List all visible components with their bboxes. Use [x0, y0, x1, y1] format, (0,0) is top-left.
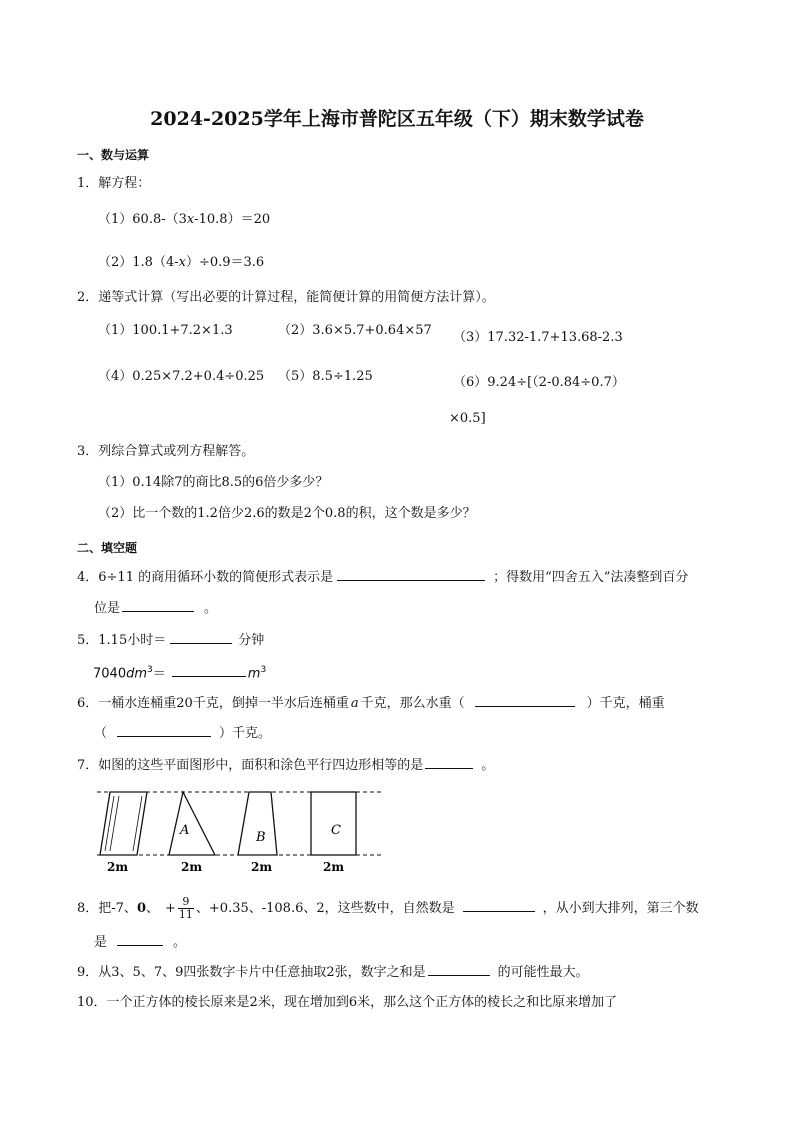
shape-label-c: C — [331, 823, 341, 838]
q9-text-a: 9．从3、5、7、9四张数字卡片中任意抽取2张，数字之和是 — [77, 965, 426, 980]
question-2-item-2: （2）3.6×5.7+0.64×57 — [278, 323, 432, 338]
page-title: 2024-2025学年上海市普陀区五年级（下）期末数学试卷 — [150, 108, 644, 130]
q4-text-c: 位是 — [94, 601, 121, 616]
question-3-part-2: （2）比一个数的1.2倍少2.6的数是2个0.8的积，这个数是多少？ — [98, 506, 476, 521]
question-1-part-2 — [98, 255, 264, 271]
question-5-line-2 — [93, 662, 266, 682]
plus-sign: + — [165, 901, 176, 916]
triangle-a — [169, 792, 215, 855]
q6-text-d: ）千克。 — [219, 726, 272, 741]
section-heading-1: 一、数与运算 — [77, 148, 150, 162]
answer-blank[interactable] — [425, 756, 473, 769]
shapes-figure — [95, 786, 385, 878]
answer-blank[interactable] — [117, 724, 211, 737]
q5-text-a: 5．1.15小时＝ — [77, 633, 167, 648]
answer-blank[interactable] — [463, 899, 535, 912]
question-9 — [77, 963, 589, 981]
answer-blank[interactable] — [170, 631, 232, 644]
equals-sign: ＝ — [152, 666, 166, 682]
question-6-line-1 — [77, 694, 665, 712]
parallelogram-hatch — [133, 796, 142, 851]
q6-text-a: 6．一桶水连桶重20千克，倒掉一半水后连桶重 — [77, 696, 349, 711]
q8-text-e: 。 — [173, 935, 187, 950]
question-5-line-1 — [77, 631, 264, 649]
answer-blank[interactable] — [428, 963, 490, 976]
base-label: 2m — [107, 860, 129, 874]
q8-text-c: ，从小到大排列，第三个数 — [542, 901, 699, 916]
fraction-nine-elevenths — [178, 896, 194, 921]
variable-a: a — [350, 696, 359, 711]
q6-text-b: ）千克，桶重 — [586, 696, 665, 711]
answer-blank[interactable] — [172, 664, 246, 677]
question-2-item-6-cont: ×0.5] — [449, 411, 486, 426]
question-3-part-1: （1）0.14除7的商比8.5的6倍少多少？ — [98, 475, 329, 490]
q6-text-c: （ — [94, 726, 108, 741]
variable-x: x — [178, 255, 186, 270]
shape-label-a: A — [180, 823, 190, 838]
number-zero: 0 — [136, 901, 146, 916]
q9-text-b: 的可能性最大。 — [497, 965, 589, 980]
question-2-stem: 2．递等式计算（写出必要的计算过程，能简便计算的用简便方法计算）。 — [77, 290, 495, 305]
q7-text-a: 7．如图的这些平面图形中，面积和涂色平行四边形相等的是 — [77, 758, 424, 773]
question-2-item-4: （4）0.25×7.2+0.4÷0.25 — [98, 369, 265, 384]
shaded-parallelogram — [100, 792, 147, 855]
q4-text-d: 。 — [204, 601, 218, 616]
question-2-item-3: （3）17.32-1.7+13.68-2.3 — [453, 330, 623, 345]
answer-blank[interactable] — [122, 599, 194, 612]
q8-text-a: 8．把-7、 — [77, 901, 137, 916]
q5-value: 7040 — [93, 666, 127, 682]
q7-text-b: 。 — [481, 758, 495, 773]
question-7-stem — [77, 756, 494, 774]
q4-text-a: 4．6÷11 的商用循环小数的简便形式表示是 — [77, 570, 334, 585]
base-label: 2m — [181, 860, 203, 874]
question-2-item-5: （5）8.5÷1.25 — [278, 369, 373, 384]
fraction-denominator: 11 — [178, 908, 193, 921]
trapezoid-b — [238, 792, 277, 855]
section-heading-2: 二、填空题 — [77, 541, 138, 555]
base-label: 2m — [323, 860, 345, 874]
question-3-stem: 3．列综合算式或列方程解答。 — [77, 444, 255, 459]
answer-blank[interactable] — [337, 568, 485, 581]
parallelogram-hatch — [110, 796, 119, 851]
q1-p2-text-b: ）÷0.9＝3.6 — [185, 255, 265, 270]
unit-exponent: 3 — [260, 665, 267, 675]
q4-text-b: ；得数用“四舍五入”法凑整到百分 — [493, 570, 689, 585]
unit-m: m — [247, 666, 261, 682]
question-4-line-2 — [94, 599, 217, 617]
answer-blank[interactable] — [117, 933, 163, 946]
separator: 、 — [145, 901, 159, 916]
fraction-numerator: 9 — [178, 896, 194, 909]
variable-x: x — [186, 212, 195, 227]
q1-p1-text-a: （1）60.8-（3 — [98, 212, 187, 227]
q8-text-d: 是 — [94, 935, 108, 950]
unit-dm: dm — [126, 666, 148, 682]
shape-label-b: B — [256, 830, 266, 845]
question-1-stem: 1．解方程： — [77, 176, 151, 191]
question-8-line-1 — [77, 896, 699, 921]
question-2-item-6: （6）9.24÷[（2-0.84÷0.7） — [453, 375, 625, 390]
question-2-item-1: （1）100.1+7.2×1.3 — [98, 323, 233, 338]
q1-p1-text-b: -10.8）＝20 — [194, 212, 271, 227]
question-4-line-1 — [77, 568, 688, 586]
question-6-line-2 — [94, 724, 271, 742]
q6-text-a2: 千克，那么水重（ — [360, 696, 465, 711]
q8-text-b: 、+0.35、-108.6、2，这些数中，自然数是 — [195, 901, 455, 916]
unit-exponent: 3 — [147, 665, 153, 675]
question-10: 10．一个正方体的棱长原来是2米，现在增加到6米，那么这个正方体的棱长之和比原来增加了 — [77, 995, 618, 1010]
parallelogram-hatch — [105, 796, 114, 851]
answer-blank[interactable] — [475, 694, 575, 707]
base-label: 2m — [251, 860, 273, 874]
question-1-part-1 — [98, 212, 270, 228]
q5-text-b: 分钟 — [238, 633, 265, 648]
q1-p2-text-a: （2）1.8（4- — [98, 255, 179, 270]
question-8-line-2 — [94, 933, 186, 951]
